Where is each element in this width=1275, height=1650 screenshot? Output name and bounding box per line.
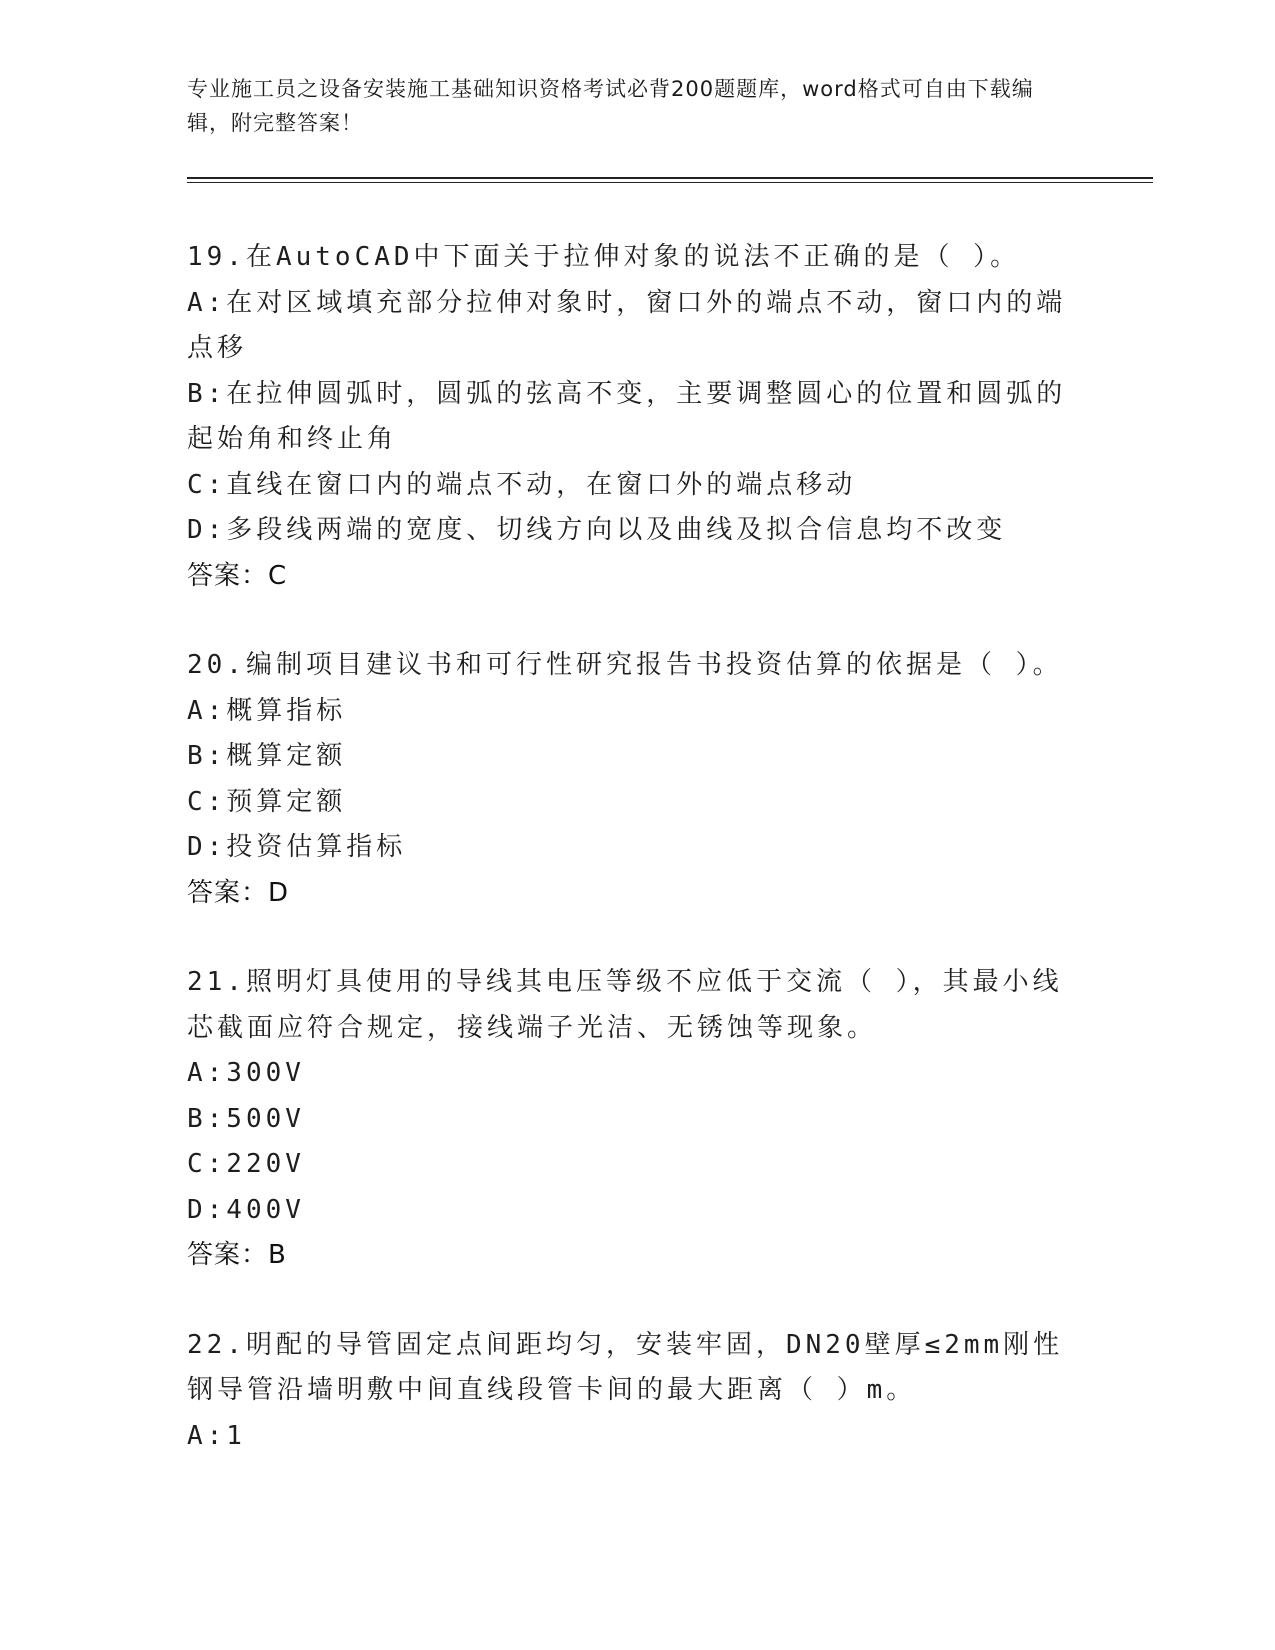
option-c: C:预算定额	[187, 786, 347, 817]
header-divider-thick	[187, 177, 1153, 179]
answer-line: 答案：C	[187, 560, 288, 591]
answer-line: 答案：D	[187, 877, 290, 908]
question-stem: 22.明配的导管固定点间距均匀，安装牢固，DN20壁厚≤2mm刚性钢导管沿墙明敷中间直线段管卡间的最大距离（ ）m。	[187, 1329, 1064, 1405]
question-stem: 19.在AutoCAD中下面关于拉伸对象的说法不正确的是（ ）。	[187, 242, 1021, 272]
option-b: B:500V	[187, 1103, 305, 1134]
question-list	[187, 235, 1087, 1503]
answer-line: 答案：B	[187, 1240, 287, 1270]
question-22	[187, 1323, 1087, 1460]
document-header: 专业施工员之设备安装施工基础知识资格考试必背200题题库，word格式可自由下载编辑，附完整答案！	[187, 77, 1034, 135]
option-c: C:220V	[187, 1149, 305, 1179]
question-21	[187, 960, 1087, 1279]
option-b: B:在拉伸圆弧时，圆弧的弦高不变，主要调整圆心的位置和圆弧的起始角和终止角	[187, 378, 1067, 454]
option-c: C:直线在窗口内的端点不动，在窗口外的端点移动	[187, 469, 857, 500]
option-b: B:概算定额	[187, 741, 347, 771]
option-d: D:投资估算指标	[187, 832, 407, 862]
question-stem: 20.编制项目建议书和可行性研究报告书投资估算的依据是（ ）。	[187, 650, 1063, 680]
option-a: A:概算指标	[187, 695, 347, 726]
option-a: A:在对区域填充部分拉伸对象时，窗口外的端点不动，窗口内的端点移	[187, 287, 1067, 363]
option-a: A:300V	[187, 1058, 305, 1088]
option-d: D:400V	[187, 1194, 305, 1225]
question-20	[187, 643, 1087, 916]
question-19	[187, 235, 1087, 599]
header-divider-thin	[187, 182, 1153, 183]
question-stem: 21.照明灯具使用的导线其电压等级不应低于交流（ ），其最小线芯截面应符合规定，接线端子光洁、无锈蚀等现象。	[187, 967, 1063, 1043]
option-d: D:多段线两端的宽度、切线方向以及曲线及拟合信息均不改变	[187, 515, 1007, 545]
option-a: A:1	[187, 1420, 246, 1451]
